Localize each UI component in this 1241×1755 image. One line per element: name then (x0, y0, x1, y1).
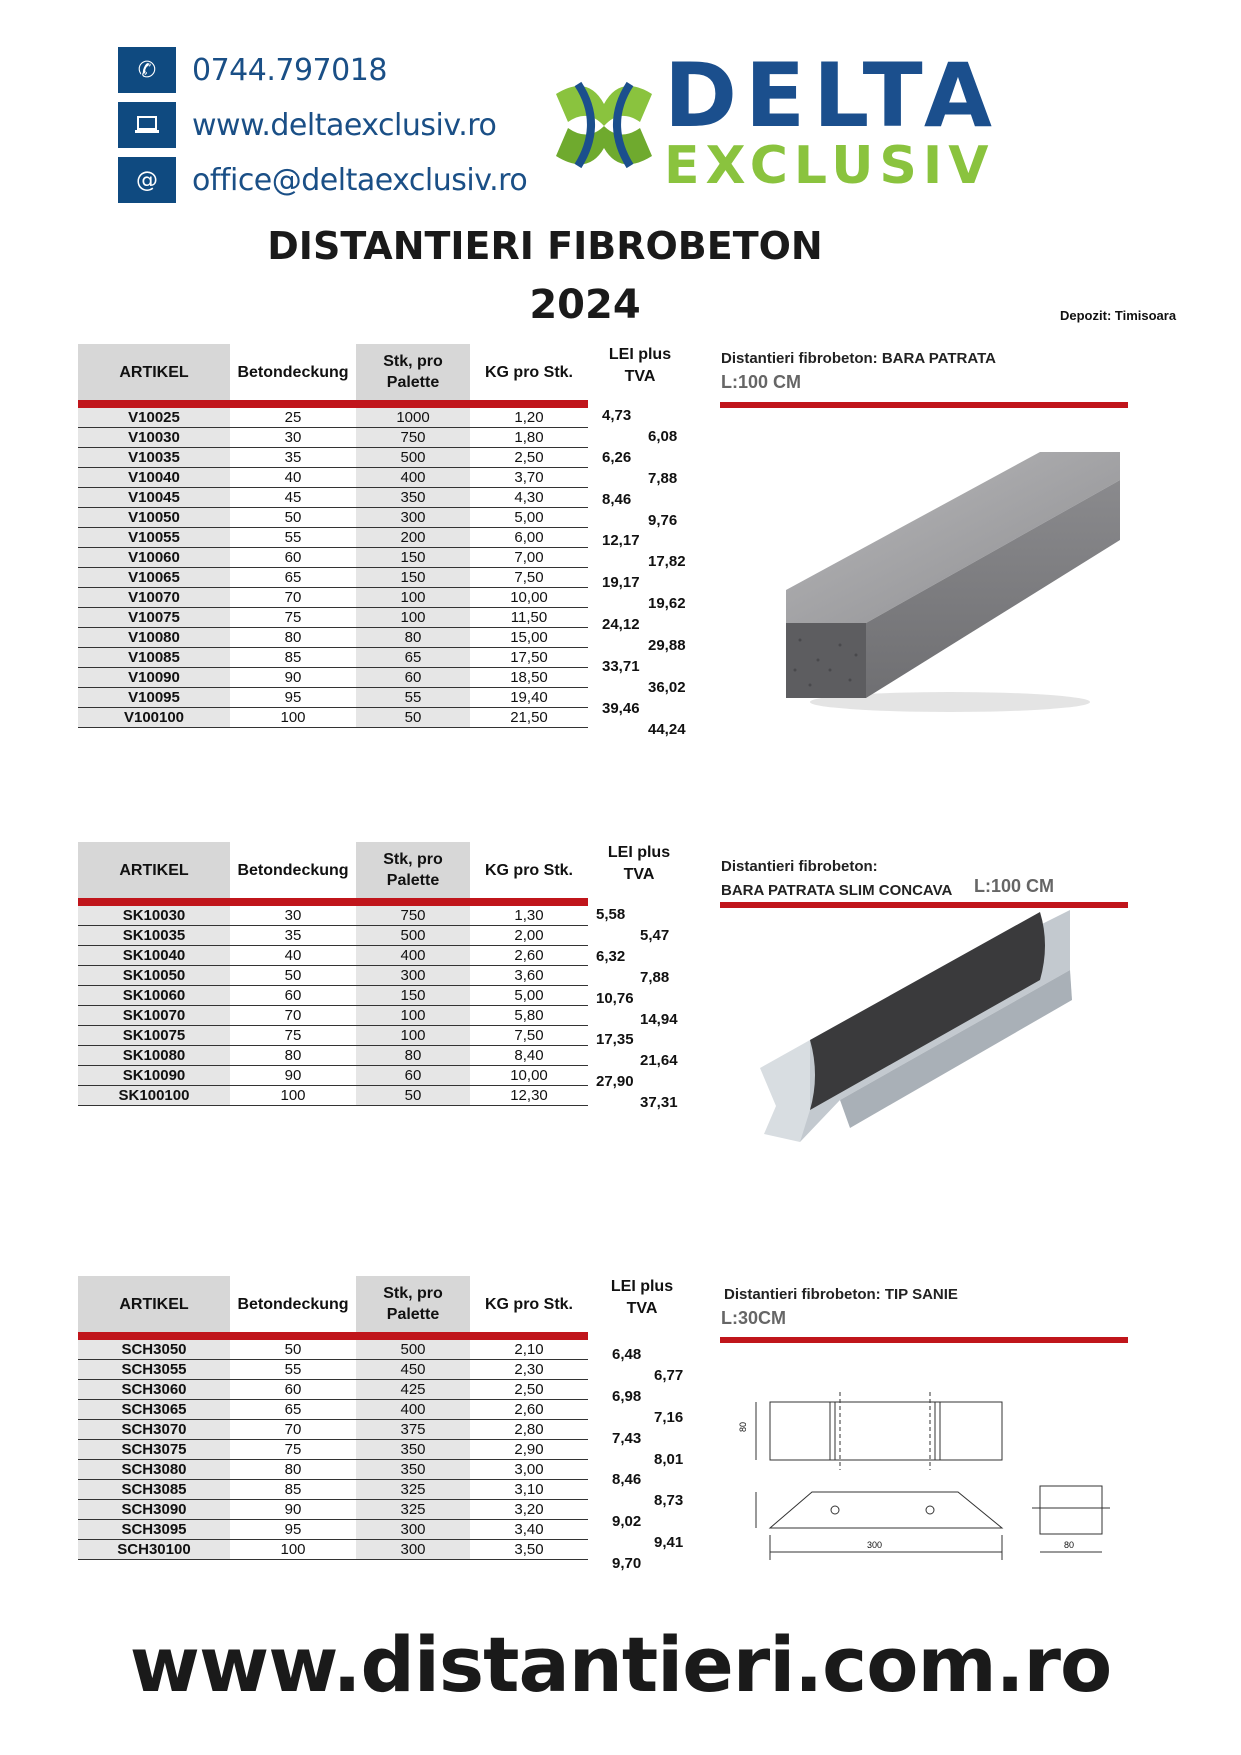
cell-artikel: V10090 (78, 668, 230, 688)
cell-betondeckung: 90 (230, 1500, 356, 1520)
cell-artikel: V10030 (78, 428, 230, 448)
table-row (78, 1420, 588, 1440)
cell-kg: 15,00 (470, 628, 588, 648)
cell-kg: 8,40 (470, 1046, 588, 1066)
dim-width-label: 80 (1064, 1540, 1075, 1550)
cell-artikel: SCH3095 (78, 1520, 230, 1540)
cell-kg: 2,60 (470, 1400, 588, 1420)
cell-stk: 80 (356, 1046, 470, 1066)
technical-drawing (740, 1380, 1120, 1580)
cell-artikel: V10055 (78, 528, 230, 548)
logo-exclusiv-text: EXCLUSIV (664, 136, 995, 196)
panel-divider (720, 902, 1128, 908)
price-value: 9,02 (612, 1513, 642, 1531)
cell-artikel: V10075 (78, 608, 230, 628)
cell-kg: 2,60 (470, 946, 588, 966)
cell-kg: 1,80 (470, 428, 588, 448)
cell-kg: 2,80 (470, 1420, 588, 1440)
table-row (78, 688, 588, 708)
table-row (78, 468, 588, 488)
price-value: 37,31 (640, 1094, 678, 1112)
cell-betondeckung: 85 (230, 648, 356, 668)
cell-stk: 100 (356, 588, 470, 608)
cell-betondeckung: 50 (230, 966, 356, 986)
cell-artikel: SCH3085 (78, 1480, 230, 1500)
col-artikel: ARTIKEL (78, 842, 230, 902)
price-value: 8,01 (654, 1450, 684, 1468)
cell-kg: 3,20 (470, 1500, 588, 1520)
cell-stk: 300 (356, 1520, 470, 1540)
col-kg: KG pro Stk. (470, 842, 588, 902)
phone-icon: ✆ (118, 47, 176, 93)
price-value: 6,98 (612, 1387, 642, 1405)
cell-betondeckung: 100 (230, 1540, 356, 1560)
cell-artikel: V10060 (78, 548, 230, 568)
email-row (118, 156, 527, 204)
price-value: 8,46 (612, 1471, 642, 1489)
cell-kg: 2,90 (470, 1440, 588, 1460)
cell-stk: 50 (356, 1086, 470, 1106)
cell-stk: 450 (356, 1360, 470, 1380)
cell-kg: 17,50 (470, 648, 588, 668)
price-value: 19,62 (648, 595, 686, 613)
panel-label: Distantieri fibrobeton: BARA PATRATA (721, 350, 996, 367)
table-row (78, 1336, 588, 1360)
cell-artikel: V10070 (78, 588, 230, 608)
cell-betondeckung: 55 (230, 528, 356, 548)
table-row (78, 1380, 588, 1400)
price-value: 9,70 (612, 1555, 642, 1572)
cell-kg: 19,40 (470, 688, 588, 708)
website-link[interactable]: www.deltaexclusiv.ro (192, 107, 497, 143)
cell-kg: 18,50 (470, 668, 588, 688)
cell-artikel: SK10050 (78, 966, 230, 986)
table-row (78, 428, 588, 448)
cell-kg: 11,50 (470, 608, 588, 628)
cell-stk: 500 (356, 448, 470, 468)
table-row (78, 708, 588, 728)
table-row (78, 1006, 588, 1026)
cell-betondeckung: 95 (230, 688, 356, 708)
cell-stk: 80 (356, 628, 470, 648)
cell-stk: 750 (356, 428, 470, 448)
panel-length: L:30CM (721, 1308, 787, 1328)
dim-length-label: 300 (867, 1540, 883, 1550)
cell-kg: 3,50 (470, 1540, 588, 1560)
col-kg: KG pro Stk. (470, 1276, 588, 1336)
price-table-bara-patrata (78, 344, 588, 728)
price-value: 9,41 (654, 1534, 684, 1552)
cell-betondeckung: 85 (230, 1480, 356, 1500)
price-value: 9,76 (648, 511, 678, 529)
price-value: 10,76 (596, 989, 634, 1007)
table-row (78, 1540, 588, 1560)
page-year: 2024 (529, 282, 641, 328)
table-row (78, 608, 588, 628)
cell-betondeckung: 80 (230, 628, 356, 648)
price-value: 36,02 (648, 678, 686, 696)
table-row (78, 568, 588, 588)
cell-artikel: SK10075 (78, 1026, 230, 1046)
concave-bar-image (740, 910, 1080, 1160)
dim-height-label: 80 (738, 1421, 749, 1433)
cell-betondeckung: 70 (230, 1006, 356, 1026)
price-table-tip-sanie (78, 1276, 588, 1560)
cell-stk: 65 (356, 648, 470, 668)
cell-artikel: SK10035 (78, 926, 230, 946)
table-row (78, 1440, 588, 1460)
cell-betondeckung: 70 (230, 588, 356, 608)
cell-kg: 7,50 (470, 1026, 588, 1046)
cell-artikel: V10095 (78, 688, 230, 708)
table-row (78, 508, 588, 528)
cell-stk: 50 (356, 708, 470, 728)
cell-betondeckung: 65 (230, 568, 356, 588)
table-row (78, 966, 588, 986)
cell-betondeckung: 60 (230, 548, 356, 568)
cell-stk: 100 (356, 608, 470, 628)
cell-artikel: V10025 (78, 404, 230, 428)
cell-stk: 60 (356, 668, 470, 688)
table-row (78, 528, 588, 548)
table-row (78, 488, 588, 508)
cell-artikel: SK10030 (78, 902, 230, 926)
cell-kg: 5,00 (470, 508, 588, 528)
price-value: 7,88 (648, 469, 678, 487)
cell-betondeckung: 40 (230, 946, 356, 966)
cell-stk: 200 (356, 528, 470, 548)
cell-kg: 10,00 (470, 1066, 588, 1086)
cell-stk: 150 (356, 568, 470, 588)
cell-stk: 425 (356, 1380, 470, 1400)
price-value: 19,17 (602, 574, 640, 592)
cell-stk: 400 (356, 1400, 470, 1420)
col-stk: Stk, pro Palette (356, 842, 470, 902)
table-row (78, 648, 588, 668)
cell-artikel: SCH3050 (78, 1336, 230, 1360)
price-value: 6,26 (602, 448, 632, 466)
website-row (118, 101, 496, 149)
cell-artikel: SK100100 (78, 1086, 230, 1106)
col-artikel: ARTIKEL (78, 344, 230, 404)
price-value: 5,58 (596, 906, 626, 923)
price-value: 21,64 (640, 1052, 678, 1070)
cell-kg: 2,50 (470, 1380, 588, 1400)
price-table-slim-concava (78, 842, 588, 1106)
cell-artikel: SK10070 (78, 1006, 230, 1026)
table-row (78, 1086, 588, 1106)
price-value: 17,82 (648, 553, 686, 571)
table-row (78, 1046, 588, 1066)
cell-artikel: SK10090 (78, 1066, 230, 1086)
cell-artikel: SCH3080 (78, 1460, 230, 1480)
table-row (78, 1360, 588, 1380)
cell-kg: 6,00 (470, 528, 588, 548)
cell-betondeckung: 90 (230, 668, 356, 688)
cell-stk: 150 (356, 548, 470, 568)
cell-betondeckung: 40 (230, 468, 356, 488)
footer-url[interactable]: www.distantieri.com.ro (129, 1620, 1112, 1709)
price-value: 6,77 (654, 1366, 684, 1384)
panel-length: L:100 CM (974, 876, 1055, 896)
cell-kg: 12,30 (470, 1086, 588, 1106)
cell-stk: 350 (356, 488, 470, 508)
cell-kg: 5,80 (470, 1006, 588, 1026)
table-row (78, 1066, 588, 1086)
cell-stk: 325 (356, 1500, 470, 1520)
cell-betondeckung: 60 (230, 1380, 356, 1400)
price-value: 7,16 (654, 1408, 684, 1426)
cell-kg: 4,30 (470, 488, 588, 508)
cell-artikel: SCH3090 (78, 1500, 230, 1520)
cell-betondeckung: 30 (230, 428, 356, 448)
price-value: 39,46 (602, 699, 640, 717)
cell-betondeckung: 75 (230, 608, 356, 628)
col-artikel: ARTIKEL (78, 1276, 230, 1336)
col-kg: KG pro Stk. (470, 344, 588, 404)
cell-stk: 500 (356, 926, 470, 946)
price-value: 24,12 (602, 616, 640, 633)
cell-stk: 300 (356, 966, 470, 986)
price-value: 14,94 (640, 1010, 678, 1028)
price-value: 29,88 (648, 636, 686, 654)
cell-artikel: SK10060 (78, 986, 230, 1006)
cell-betondeckung: 30 (230, 902, 356, 926)
square-bar-image (770, 440, 1120, 720)
cell-kg: 2,00 (470, 926, 588, 946)
panel-divider (720, 402, 1128, 408)
price-value: 27,90 (596, 1073, 634, 1091)
cell-betondeckung: 50 (230, 1336, 356, 1360)
cell-artikel: SK10080 (78, 1046, 230, 1066)
cell-betondeckung: 75 (230, 1026, 356, 1046)
at-icon: @ (118, 157, 176, 203)
panel-divider (720, 1337, 1128, 1343)
cell-stk: 1000 (356, 404, 470, 428)
col-betondeckung: Betondeckung (230, 1276, 356, 1336)
cell-stk: 350 (356, 1460, 470, 1480)
cell-betondeckung: 90 (230, 1066, 356, 1086)
col-stk: Stk, pro Palette (356, 344, 470, 404)
cell-betondeckung: 70 (230, 1420, 356, 1440)
price-value: 6,32 (596, 947, 626, 965)
cell-stk: 350 (356, 1440, 470, 1460)
cell-betondeckung: 25 (230, 404, 356, 428)
cell-betondeckung: 35 (230, 926, 356, 946)
table-row (78, 1520, 588, 1540)
table-row (78, 404, 588, 428)
cell-betondeckung: 65 (230, 1400, 356, 1420)
cell-betondeckung: 95 (230, 1520, 356, 1540)
price-value: 8,73 (654, 1492, 684, 1510)
cell-kg: 7,00 (470, 548, 588, 568)
price-value: 8,46 (602, 490, 632, 508)
cell-kg: 3,70 (470, 468, 588, 488)
table-row (78, 548, 588, 568)
cell-artikel: V100100 (78, 708, 230, 728)
price-value: 44,24 (648, 720, 686, 738)
cell-stk: 375 (356, 1420, 470, 1440)
cell-kg: 2,50 (470, 448, 588, 468)
depot-label: Depozit: Timisoara (1060, 308, 1177, 323)
cell-betondeckung: 45 (230, 488, 356, 508)
panel-label: Distantieri fibrobeton: (721, 858, 878, 875)
cell-stk: 400 (356, 946, 470, 966)
price-value: 6,08 (648, 427, 678, 445)
panel-label: BARA PATRATA SLIM CONCAVA (721, 882, 953, 899)
table-row (78, 926, 588, 946)
cell-kg: 7,50 (470, 568, 588, 588)
cell-kg: 3,00 (470, 1460, 588, 1480)
col-stk: Stk, pro Palette (356, 1276, 470, 1336)
page-title: DISTANTIERI FIBROBETON (267, 224, 823, 268)
phone-row (118, 46, 387, 94)
cell-stk: 300 (356, 1540, 470, 1560)
logo-mark-icon (548, 64, 660, 186)
cell-artikel: V10040 (78, 468, 230, 488)
cell-stk: 100 (356, 1006, 470, 1026)
cell-betondeckung: 60 (230, 986, 356, 1006)
cell-stk: 750 (356, 902, 470, 926)
cell-artikel: SCH3070 (78, 1420, 230, 1440)
cell-kg: 2,10 (470, 1336, 588, 1360)
cell-kg: 3,60 (470, 966, 588, 986)
cell-kg: 10,00 (470, 588, 588, 608)
cell-kg: 1,20 (470, 404, 588, 428)
cell-artikel: V10035 (78, 448, 230, 468)
panel-length: L:100 CM (721, 372, 802, 392)
col-lei: LEI plus TVA (608, 346, 672, 385)
phone-number[interactable]: 0744.797018 (192, 52, 387, 88)
col-lei: LEI plus TVA (607, 844, 671, 883)
price-value: 4,73 (602, 407, 632, 424)
cell-kg: 3,40 (470, 1520, 588, 1540)
cell-kg: 1,30 (470, 902, 588, 926)
cell-artikel: SCH3075 (78, 1440, 230, 1460)
cell-betondeckung: 75 (230, 1440, 356, 1460)
cell-artikel: V10085 (78, 648, 230, 668)
table-row (78, 1400, 588, 1420)
col-lei: LEI plus TVA (610, 1278, 674, 1317)
price-value: 33,71 (602, 657, 640, 675)
panel-label: Distantieri fibrobeton: TIP SANIE (724, 1286, 958, 1303)
cell-betondeckung: 100 (230, 708, 356, 728)
cell-artikel: SCH3065 (78, 1400, 230, 1420)
price-value: 7,43 (612, 1429, 642, 1447)
cell-artikel: SCH3060 (78, 1380, 230, 1400)
price-value: 6,48 (612, 1346, 642, 1363)
cell-artikel: SCH3055 (78, 1360, 230, 1380)
cell-betondeckung: 35 (230, 448, 356, 468)
cell-kg: 21,50 (470, 708, 588, 728)
cell-betondeckung: 50 (230, 508, 356, 528)
table-row (78, 668, 588, 688)
price-value: 7,88 (640, 968, 670, 986)
table-row (78, 448, 588, 468)
table-row (78, 902, 588, 926)
laptop-icon (118, 102, 176, 148)
table-row (78, 1500, 588, 1520)
price-value: 5,47 (640, 926, 670, 944)
cell-artikel: V10045 (78, 488, 230, 508)
cell-betondeckung: 55 (230, 1360, 356, 1380)
cell-kg: 3,10 (470, 1480, 588, 1500)
cell-stk: 300 (356, 508, 470, 528)
cell-stk: 60 (356, 1066, 470, 1086)
cell-artikel: SK10040 (78, 946, 230, 966)
col-betondeckung: Betondeckung (230, 842, 356, 902)
cell-artikel: SCH30100 (78, 1540, 230, 1560)
cell-stk: 55 (356, 688, 470, 708)
email-link[interactable]: office@deltaexclusiv.ro (192, 162, 528, 198)
cell-artikel: V10080 (78, 628, 230, 648)
cell-stk: 400 (356, 468, 470, 488)
table-row (78, 1480, 588, 1500)
table-row (78, 588, 588, 608)
cell-stk: 500 (356, 1336, 470, 1360)
cell-stk: 150 (356, 986, 470, 1006)
table-row (78, 1460, 588, 1480)
table-row (78, 1026, 588, 1046)
cell-betondeckung: 100 (230, 1086, 356, 1106)
col-betondeckung: Betondeckung (230, 344, 356, 404)
table-row (78, 946, 588, 966)
table-row (78, 628, 588, 648)
cell-artikel: V10065 (78, 568, 230, 588)
price-value: 17,35 (596, 1031, 634, 1049)
cell-artikel: V10050 (78, 508, 230, 528)
cell-stk: 325 (356, 1480, 470, 1500)
price-value: 12,17 (602, 532, 640, 550)
table-row (78, 986, 588, 1006)
cell-betondeckung: 80 (230, 1046, 356, 1066)
cell-stk: 100 (356, 1026, 470, 1046)
logo-delta-text: DELTA (664, 44, 1000, 147)
cell-kg: 2,30 (470, 1360, 588, 1380)
cell-kg: 5,00 (470, 986, 588, 1006)
cell-betondeckung: 80 (230, 1460, 356, 1480)
